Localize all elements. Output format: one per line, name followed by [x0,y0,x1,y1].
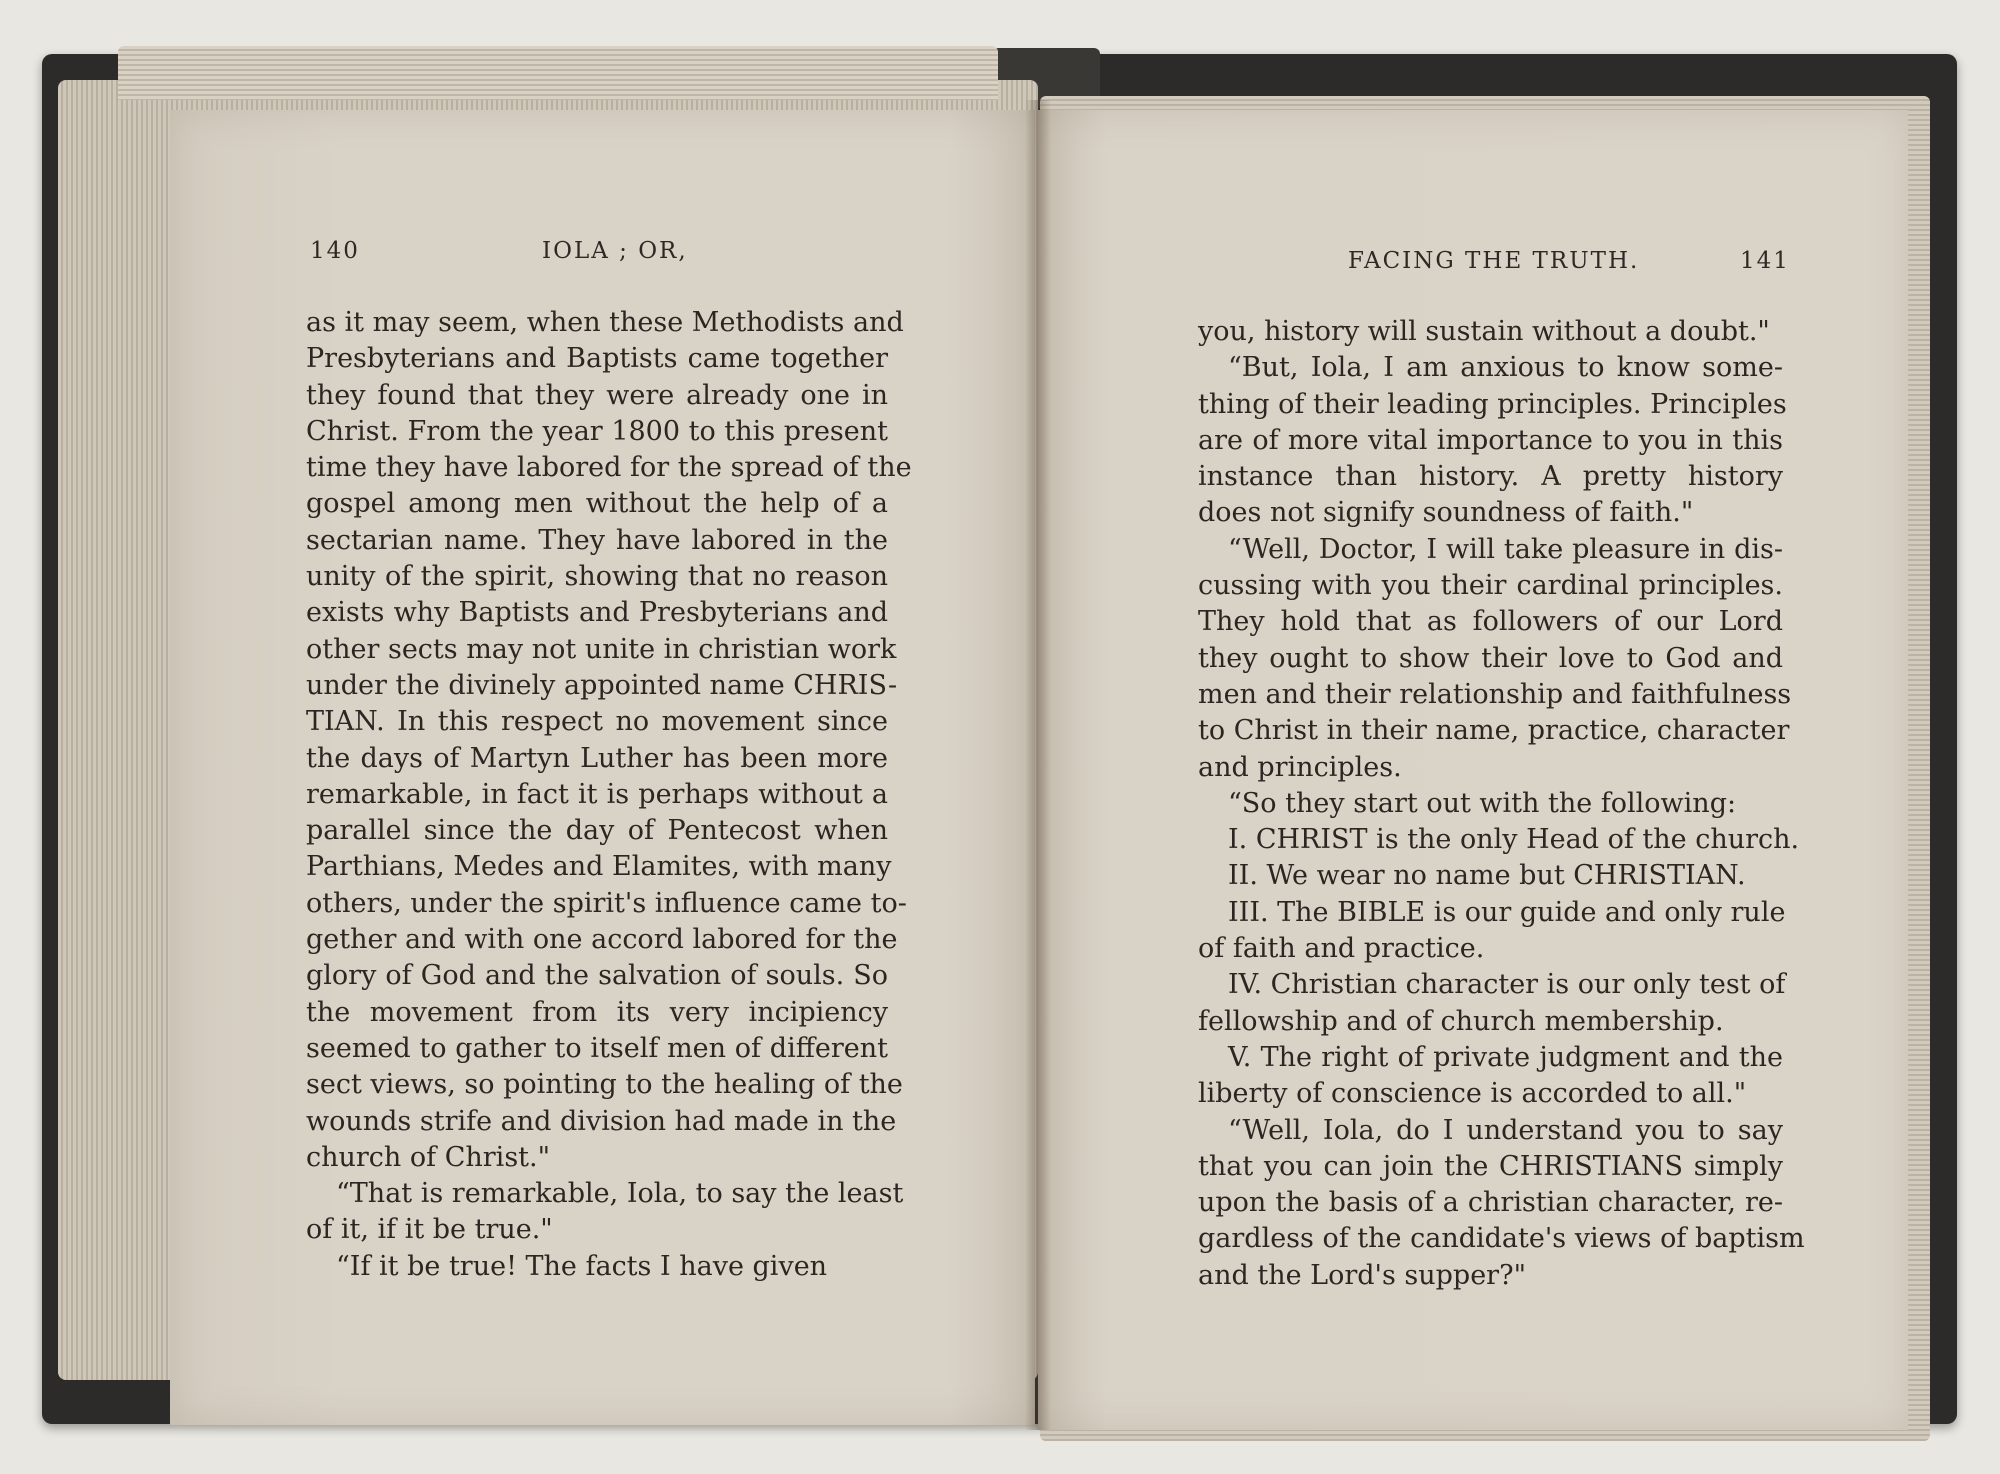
text-line: “If it be true! The facts I have given [336,1250,828,1282]
text-line: Parthians, Medes and Elamites, with many [306,851,892,883]
left-running-head: IOLA ; OR, [542,238,688,264]
text-line: wounds strife and division had made in the [306,1105,897,1137]
book-gutter [1025,100,1051,1430]
text-line: of faith and practice. [1198,933,1485,965]
text-line: sect views, so pointing to the healing of the [306,1069,903,1101]
text-line: and principles. [1198,751,1402,783]
text-line: gospel among men without the help of a [306,488,888,520]
text-line: remarkable, in fact it is perhaps without a [306,778,888,810]
text-line: seemed to gather to itself men of different [306,1032,888,1064]
left-page-top-edges [118,46,998,100]
text-line: to Christ in their name, practice, character [1198,715,1790,747]
left-page [170,110,1035,1425]
text-line: “Well, Doctor, I will take pleasure in dis- [1228,533,1783,565]
right-page [1038,110,1908,1430]
text-line: “But, Iola, I am anxious to know some- [1228,352,1783,384]
text-line: IV. Christian character is our only test of [1228,969,1786,1001]
text-line: fellowship and of church membership. [1198,1005,1724,1037]
right-page-number: 141 [1740,248,1790,274]
text-line: I. CHRIST is the only Head of the church. [1228,824,1800,856]
text-line: as it may seem, when these Methodists and [306,307,904,338]
text-line: they ought to show their love to God and [1198,642,1783,674]
text-line: under the divinely appointed name CHRIS- [306,669,898,701]
text-line: III. The BIBLE is our guide and only rule [1228,896,1786,928]
text-line: the days of Martyn Luther has been more [306,742,888,774]
text-line: they found that they were already one in [306,379,888,411]
text-line: parallel since the day of Pentecost when [306,815,888,847]
text-line: cussing with you their cardinal principles. [1198,570,1783,602]
text-line: unity of the spirit, showing that no reason [306,561,888,593]
text-line: the movement from its very incipiency [306,996,888,1028]
text-line: gether and with one accord labored for the [306,924,898,956]
text-line: sectarian name. They have labored in the [306,524,888,556]
text-line: time they have labored for the spread of the [306,452,912,484]
text-line: Christ. From the year 1800 to this present [306,415,888,447]
text-line: TIAN. In this respect no movement since [306,706,888,738]
text-line: of it, if it be true." [306,1214,553,1246]
text-line: exists why Baptists and Presbyterians and [306,597,888,629]
text-line: thing of their leading principles. Principles [1198,388,1787,420]
text-line: and the Lord's supper?" [1198,1259,1526,1291]
text-line: “That is remarkable, Iola, to say the least [336,1178,904,1210]
left-page-number: 140 [310,238,360,264]
text-line: upon the basis of a christian character, re- [1198,1187,1783,1219]
text-line: does not signify soundness of faith." [1198,497,1694,529]
text-line: you, history will sustain without a doubt." [1198,316,1770,347]
right-body-text [1198,314,1805,1294]
text-line: gardless of the candidate's views of baptism [1198,1223,1805,1255]
text-line: II. We wear no name but CHRISTIAN. [1228,860,1746,892]
text-line: They hold that as followers of our Lord [1198,606,1783,638]
text-line: Presbyterians and Baptists came together [306,343,888,375]
text-line: “Well, Iola, do I understand you to say [1228,1114,1783,1146]
text-line: men and their relationship and faithfulness [1198,678,1792,710]
text-line: others, under the spirit's influence came to- [306,887,907,919]
right-running-head: FACING THE TRUTH. [1348,248,1640,274]
text-line: liberty of conscience is accorded to all." [1198,1078,1747,1110]
text-line: are of more vital importance to you in this [1198,424,1783,456]
left-body-text [306,305,912,1285]
text-line: instance than history. A pretty history [1198,461,1783,493]
text-line: that you can join the CHRISTIANS simply [1198,1150,1783,1182]
text-line: “So they start out with the following: [1228,787,1737,819]
text-line: V. The right of private judgment and the [1228,1041,1783,1073]
text-line: glory of God and the salvation of souls. So [306,960,888,992]
text-line: other sects may not unite in christian work [306,633,897,665]
text-line: church of Christ." [306,1141,551,1173]
